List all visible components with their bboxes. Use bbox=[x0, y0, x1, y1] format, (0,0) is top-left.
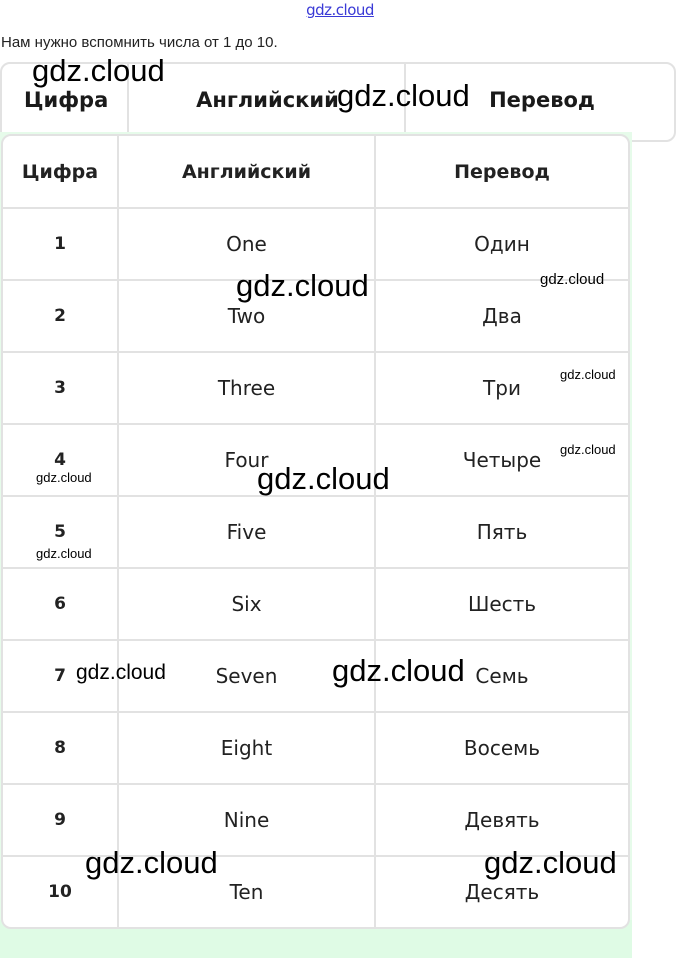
translation-cell: Три bbox=[483, 376, 521, 400]
fragment-header-translation: Перевод bbox=[489, 88, 595, 112]
digit-cell: 2 bbox=[3, 281, 119, 351]
translation-cell: Восемь bbox=[463, 736, 541, 760]
digit-cell: 10 bbox=[3, 857, 119, 927]
fragment-divider bbox=[127, 64, 129, 134]
translation-cell: Четыре bbox=[462, 448, 542, 472]
english-cell: One bbox=[119, 209, 376, 279]
english-cell: Eight bbox=[119, 713, 376, 783]
watermark: gdz.cloud bbox=[484, 845, 617, 880]
watermark: gdz.cloud bbox=[85, 845, 218, 880]
translation-cell: Семь bbox=[475, 664, 529, 688]
translation-cell: Девять bbox=[464, 808, 540, 832]
header-translation: Перевод bbox=[454, 160, 550, 183]
english-cell: Two bbox=[119, 281, 376, 351]
english-cell: Five bbox=[119, 497, 376, 567]
translation-cell: Два bbox=[482, 304, 522, 328]
digit-cell: 8 bbox=[3, 713, 119, 783]
english-cell: Seven bbox=[119, 641, 376, 711]
table-row bbox=[3, 279, 628, 351]
digit-cell: 7 bbox=[3, 641, 119, 711]
header-fragment bbox=[0, 62, 676, 142]
translation-cell: Десять bbox=[464, 880, 540, 904]
table-row bbox=[3, 783, 628, 855]
translation-cell: Пять bbox=[476, 520, 528, 544]
table-row bbox=[3, 711, 628, 783]
fragment-header-english: Английский bbox=[196, 88, 339, 112]
table-row bbox=[3, 567, 628, 639]
digit-cell: 1 bbox=[3, 209, 119, 279]
table-row bbox=[3, 423, 628, 495]
english-cell: Ten bbox=[119, 857, 376, 927]
site-link[interactable]: gdz.cloud bbox=[306, 1, 374, 19]
watermark: gdz.cloud bbox=[32, 53, 165, 88]
watermark: gdz.cloud bbox=[337, 78, 470, 113]
english-cell: Four bbox=[119, 425, 376, 495]
watermark: gdz.cloud bbox=[36, 470, 92, 485]
intro-text: Нам нужно вспомнить числа от 1 до 10. bbox=[1, 34, 278, 51]
table-row bbox=[3, 639, 628, 711]
digit-cell: 9 bbox=[3, 785, 119, 855]
watermark: gdz.cloud bbox=[560, 367, 616, 382]
digit-cell: 6 bbox=[3, 569, 119, 639]
watermark: gdz.cloud bbox=[236, 268, 369, 303]
digit-cell: 5 bbox=[3, 497, 119, 567]
translation-cell: Шесть bbox=[467, 592, 537, 616]
english-cell: Nine bbox=[119, 785, 376, 855]
english-cell: Three bbox=[119, 353, 376, 423]
table-row bbox=[3, 207, 628, 279]
english-cell: Six bbox=[119, 569, 376, 639]
numbers-table bbox=[1, 134, 630, 929]
table-header-row bbox=[3, 136, 628, 207]
fragment-header-digit: Цифра bbox=[24, 88, 109, 112]
watermark: gdz.cloud bbox=[76, 661, 166, 684]
watermark: gdz.cloud bbox=[257, 461, 390, 496]
watermark: gdz.cloud bbox=[332, 653, 465, 688]
translation-cell: Один bbox=[474, 232, 530, 256]
table-row bbox=[3, 495, 628, 567]
table-row bbox=[3, 351, 628, 423]
header-digit: Цифра bbox=[3, 136, 119, 207]
watermark: gdz.cloud bbox=[560, 442, 616, 457]
digit-cell: 4 bbox=[3, 425, 119, 495]
watermark: gdz.cloud bbox=[36, 546, 92, 561]
table-row bbox=[3, 855, 628, 927]
watermark: gdz.cloud bbox=[540, 271, 605, 288]
header-english: Английский bbox=[119, 136, 376, 207]
digit-cell: 3 bbox=[3, 353, 119, 423]
